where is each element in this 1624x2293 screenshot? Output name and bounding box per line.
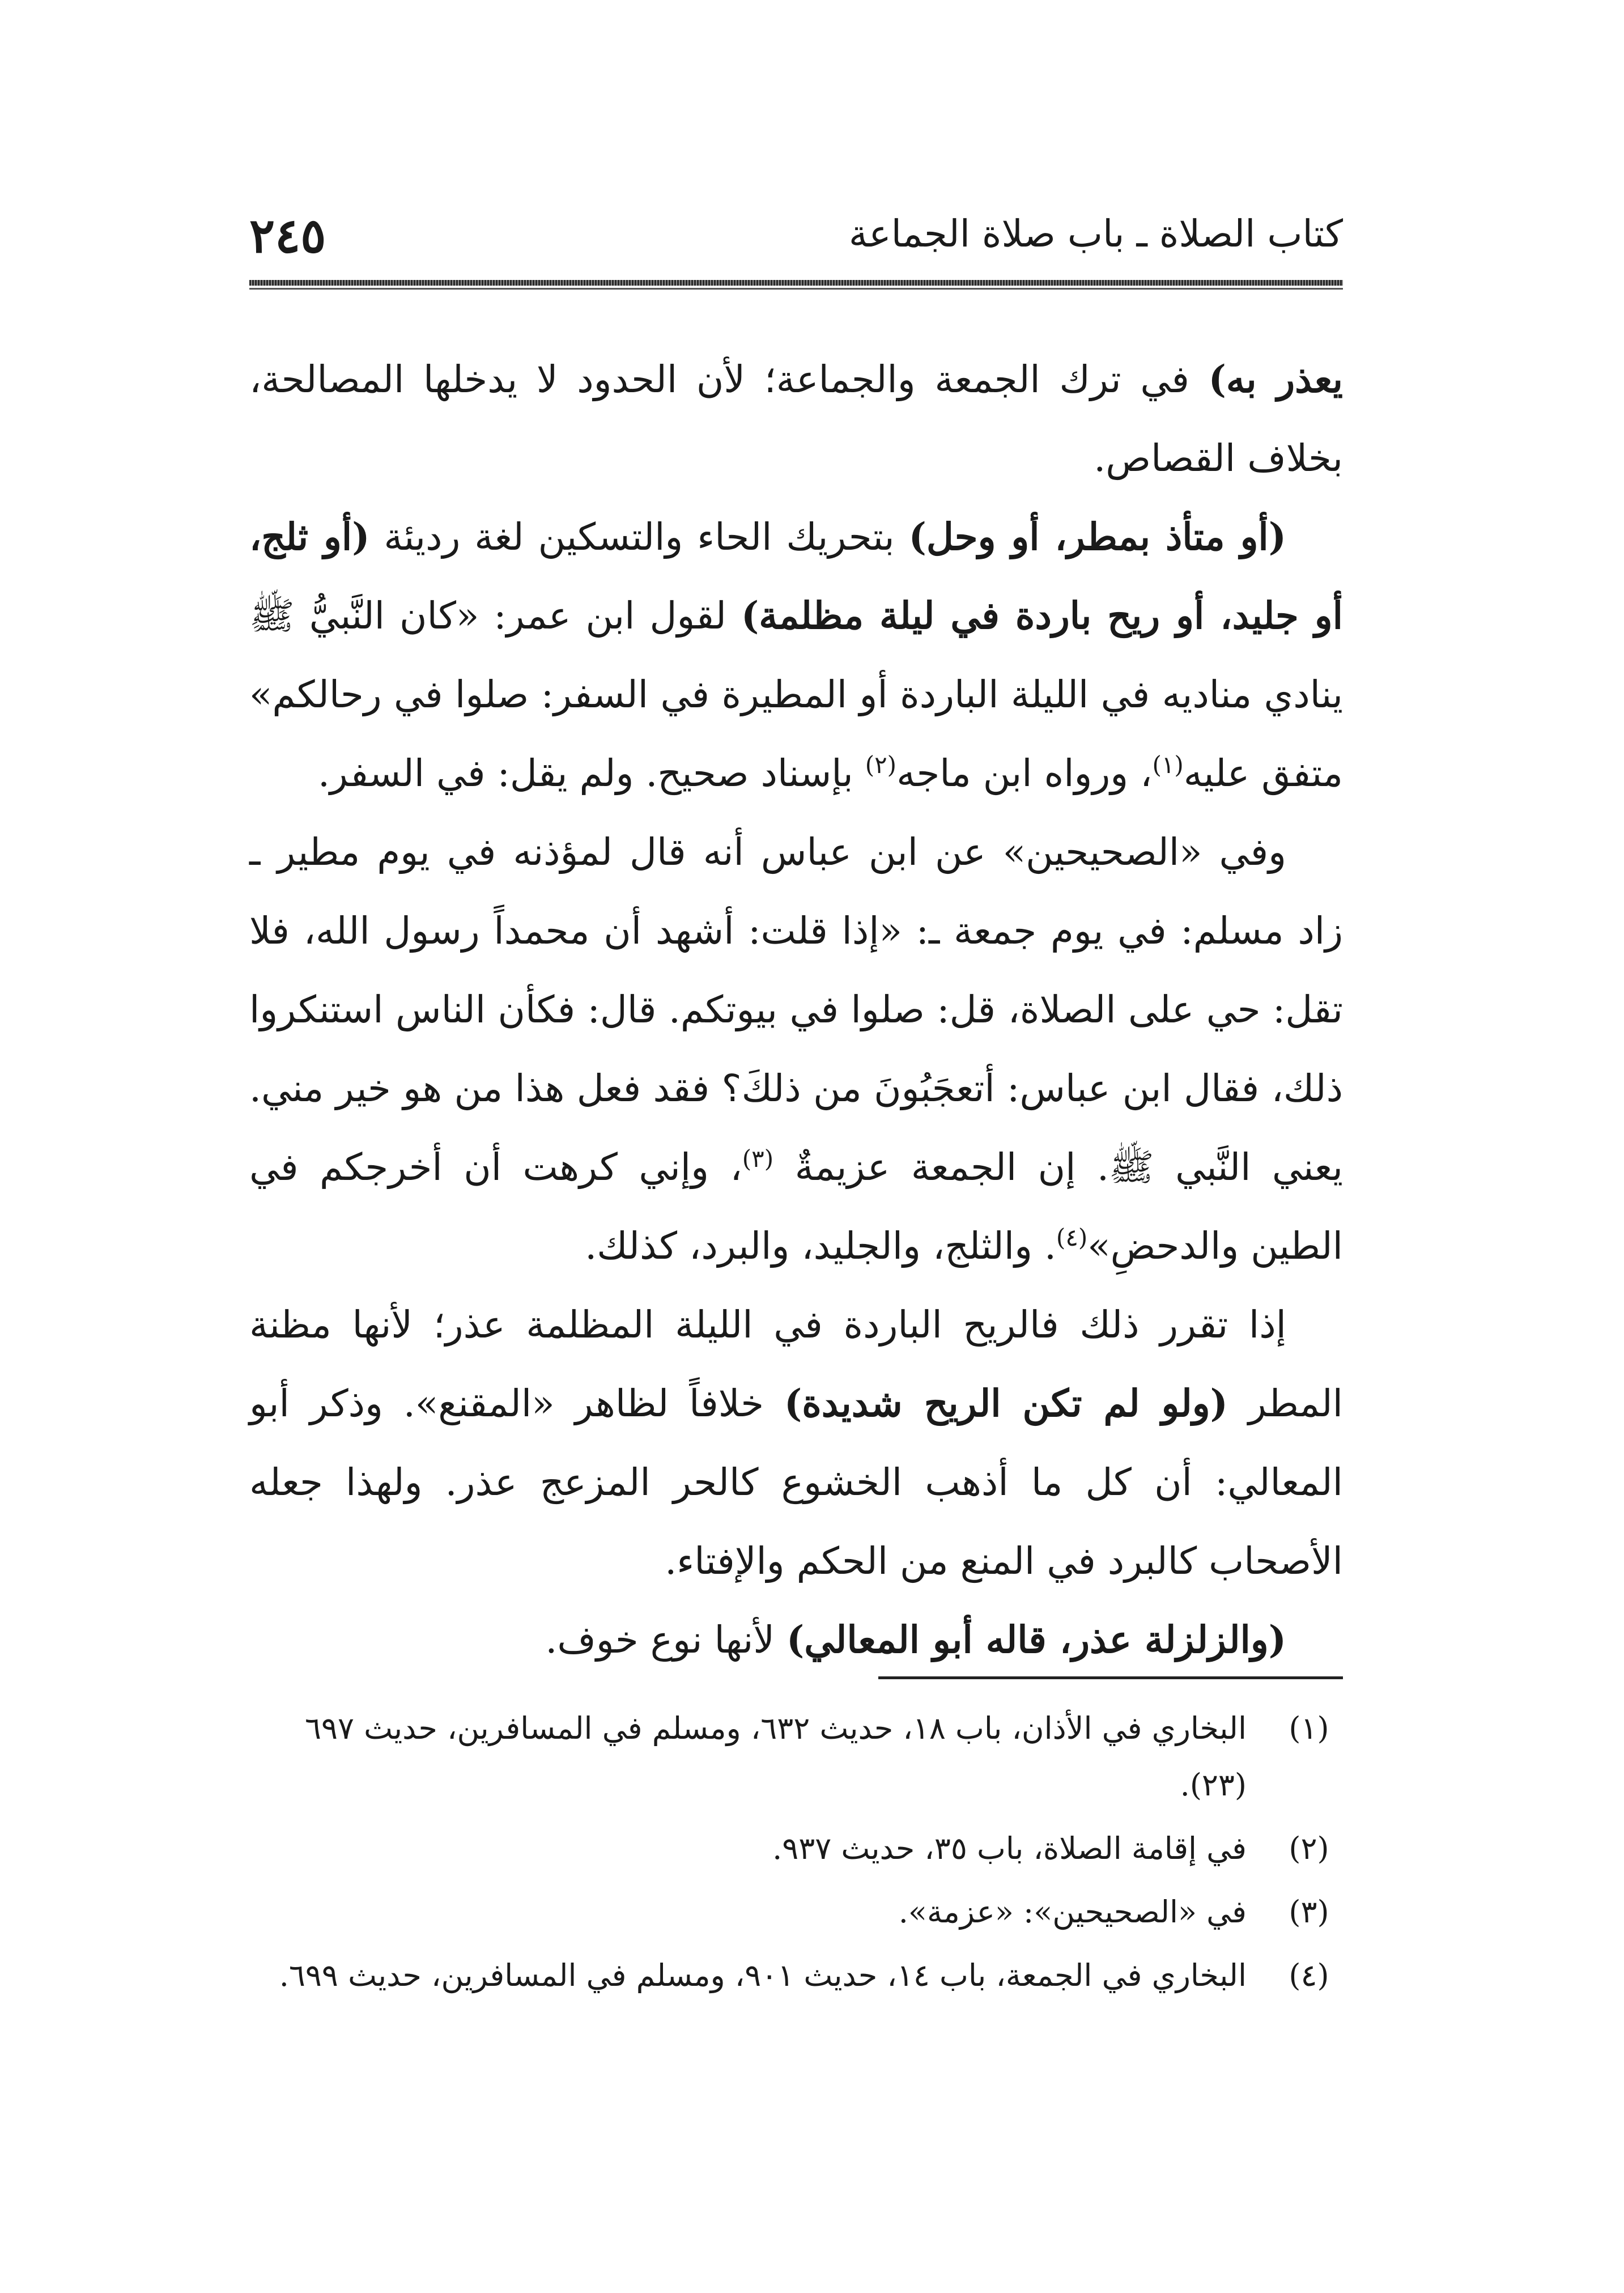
paragraph-text: بتحريك الحاء والتسكين لغة رديئة [369, 515, 909, 559]
paragraph-3 [249, 813, 1343, 1285]
footnotes [249, 1700, 1343, 2011]
header-rule [249, 280, 1343, 286]
paragraph-text: لأنها نوع خوف. [545, 1618, 787, 1662]
header-rule-thin [249, 288, 1343, 290]
footnote-4 [249, 1947, 1343, 2004]
paragraph-text: . والثلج، والجليد، والبرد، كذلك. [585, 1224, 1056, 1268]
footnote-3 [249, 1884, 1343, 1940]
footnote-marker: (٢) [1289, 1831, 1329, 1866]
bold-phrase: (أو ثلج، أو جليد، أو ريح باردة في ليلة مظلمة) [249, 515, 1343, 638]
footnote-marker: (٤) [1289, 1957, 1329, 1993]
footnote-text: في إقامة الصلاة، باب ٣٥، حديث ٩٣٧. [772, 1831, 1247, 1866]
paragraph-5 [249, 1600, 1343, 1679]
paragraph-text: ، وإني كرهت أن أخرجكم في الطين والدحضِ» [249, 1145, 1343, 1268]
running-title: كتاب الصلاة ـ باب صلاة الجماعة [848, 212, 1343, 256]
paragraph-text: إذا تقرر ذلك فالريح الباردة في الليلة المظلمة عذر؛ لأنها مظنة المطر [249, 1303, 1343, 1425]
paragraph-1 [249, 340, 1343, 498]
bold-phrase: (أو متأذ بمطر، أو وحل) [908, 515, 1287, 559]
main-text [249, 340, 1343, 1679]
paragraph-text: في ترك الجمعة والجماعة؛ لأن الحدود لا يدخلها المصالحة، بخلاف القصاص. [249, 358, 1343, 480]
footnote-text: البخاري في الجمعة، باب ١٤، حديث ٩٠١، ومسلم في المسافرين، حديث ٦٩٩. [279, 1957, 1247, 1993]
bold-phrase: يعذر به) [1208, 357, 1343, 401]
paragraph-text: وفي «الصحيحين» عن ابن عباس أنه قال لمؤذنه في يوم مطير ـ زاد مسلم: في يوم جمعة ـ: «إذا قلت: أشهد أن محمداً رسول الله، فلا تقل: حي على الصلاة، قل: صلوا في بيوتكم. قال: فكأن الناس استنكروا ذلك، فقال ابن عباس: أتعجَبُونَ من ذلكَ؟ فقد فعل هذا من هو خير مني. يعني النَّبي ﷺ. إن الجمعة عزيمةٌ [249, 830, 1344, 1189]
footnote-2 [249, 1820, 1343, 1877]
paragraph-text: بإسناد صحيح. ولم يقل: في السفر. [317, 751, 865, 795]
footnote-1 [249, 1700, 1343, 1814]
paragraph-2 [249, 498, 1343, 813]
paragraph-text: لقول ابن عمر: «كان النَّبيُّ ﷺ ينادي مناديه في الليلة الباردة أو المطيرة في السفر: صلوا في رحالكم» متفق عليه [249, 594, 1343, 795]
footnote-text: في «الصحيحين»: «عزمة». [898, 1894, 1247, 1930]
paragraph-text: ، ورواه ابن ماجه [896, 751, 1153, 795]
page-number: ٢٤٥ [249, 207, 326, 264]
page-header [249, 204, 1343, 272]
footnote-ref-4[interactable]: (٤) [1056, 1224, 1088, 1251]
footnote-separator [878, 1676, 1343, 1679]
footnote-ref-3[interactable]: (٣) [742, 1145, 774, 1173]
bold-phrase: (والزلزلة عذر، قاله أبو المعالي) [787, 1617, 1286, 1662]
paragraph-text: خلافاً لظاهر «المقنع». وذكر أبو المعالي: أن كل ما أذهب الخشوع كالحر المزعج عذر. ولهذا جعله الأصحاب كالبرد في المنع من الحكم والإفتاء. [249, 1382, 1343, 1583]
footnote-marker: (١) [1289, 1710, 1329, 1746]
footnote-marker: (٣) [1289, 1894, 1329, 1930]
footnote-ref-1[interactable]: (١) [1152, 751, 1184, 779]
bold-phrase: (ولو لم تكن الريح شديدة) [784, 1381, 1228, 1425]
footnote-ref-2[interactable]: (٢) [865, 751, 897, 779]
footnote-text: البخاري في الأذان، باب ١٨، حديث ٦٣٢، ومسلم في المسافرين، حديث ٦٩٧ (٢٣). [304, 1710, 1247, 1803]
paragraph-4 [249, 1285, 1343, 1600]
